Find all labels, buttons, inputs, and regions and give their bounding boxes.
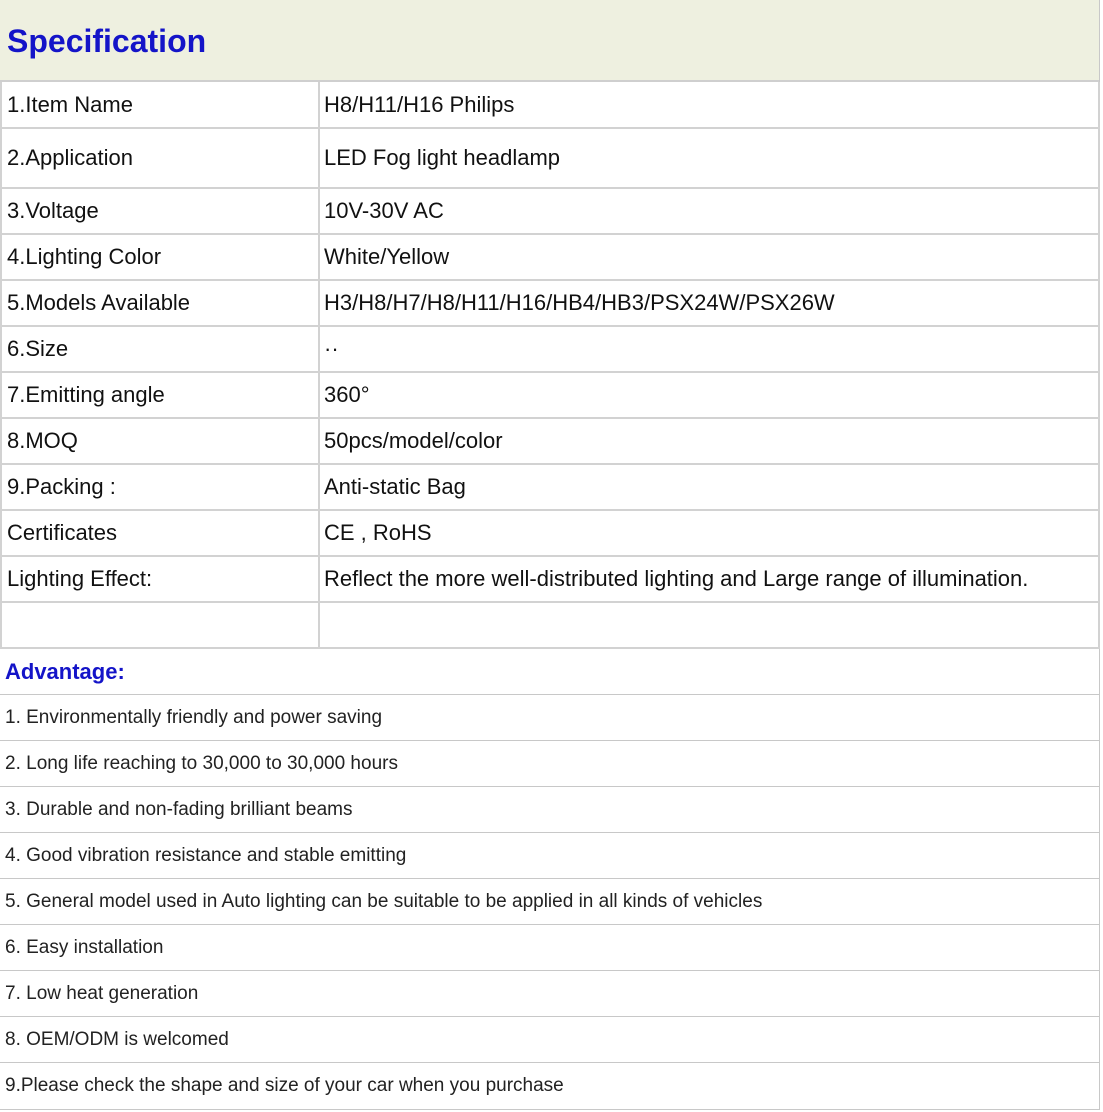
table-row <box>1 556 1099 602</box>
spec-value: LED Fog light headlamp <box>319 128 1099 188</box>
table-row <box>1 418 1099 464</box>
table-row <box>1 372 1099 418</box>
list-item: 9.Please check the shape and size of your car when you purchase <box>5 1075 564 1096</box>
spec-label: Lighting Effect: <box>1 556 319 602</box>
list-item: 1. Environmentally friendly and power saving <box>0 695 1100 741</box>
spec-label: 2.Application <box>1 128 319 188</box>
spec-value: H3/H8/H7/H8/H11/H16/HB4/HB3/PSX24W/PSX26W <box>319 280 1099 326</box>
table-row <box>1 602 1099 648</box>
table-row <box>1 280 1099 326</box>
list-item: 4. Good vibration resistance and stable emitting <box>0 833 1100 879</box>
spec-value: H8/H11/H16 Philips <box>319 82 1099 128</box>
spec-label: 3.Voltage <box>1 188 319 234</box>
table-row <box>1 82 1099 128</box>
spec-value <box>319 602 1099 648</box>
spec-table <box>0 82 1100 649</box>
spec-label: 5.Models Available <box>1 280 319 326</box>
spec-label: 8.MOQ <box>1 418 319 464</box>
spec-value: 50pcs/model/color <box>319 418 1099 464</box>
table-row <box>1 464 1099 510</box>
list-item: 5. General model used in Auto lighting can be suitable to be applied in all kinds of vehicles <box>0 879 1100 925</box>
page-title: Specification <box>7 22 207 59</box>
spec-value: 360° <box>319 372 1099 418</box>
spec-value: Anti-static Bag <box>319 464 1099 510</box>
table-row <box>1 128 1099 188</box>
spec-label: 1.Item Name <box>1 82 319 128</box>
title-bar <box>0 0 1099 82</box>
list-item: 7. Low heat generation <box>0 971 1100 1017</box>
spec-value: ·· <box>319 326 1099 372</box>
table-row <box>1 188 1099 234</box>
list-item: 3. Durable and non-fading brilliant beams <box>0 787 1100 833</box>
table-row <box>1 234 1099 280</box>
spec-label: Certificates <box>1 510 319 556</box>
spec-value: 10V-30V AC <box>319 188 1099 234</box>
spec-value: White/Yellow <box>319 234 1099 280</box>
list-item: 6. Easy installation <box>0 925 1100 971</box>
advantage-section <box>0 649 1100 1109</box>
spec-label: 7.Emitting angle <box>1 372 319 418</box>
spec-label <box>1 602 319 648</box>
spec-value: Reflect the more well-distributed lighting and Large range of illumination. <box>319 556 1099 602</box>
list-item: 2. Long life reaching to 30,000 to 30,000 hours <box>0 741 1100 787</box>
table-row <box>1 510 1099 556</box>
spec-value: CE , RoHS <box>319 510 1099 556</box>
list-item: 8. OEM/ODM is welcomed <box>0 1017 1100 1063</box>
spec-label: 9.Packing : <box>1 464 319 510</box>
spec-label: 6.Size <box>1 326 319 372</box>
table-row <box>1 326 1099 372</box>
spec-label: 4.Lighting Color <box>1 234 319 280</box>
advantage-heading: Advantage: <box>0 649 1100 695</box>
